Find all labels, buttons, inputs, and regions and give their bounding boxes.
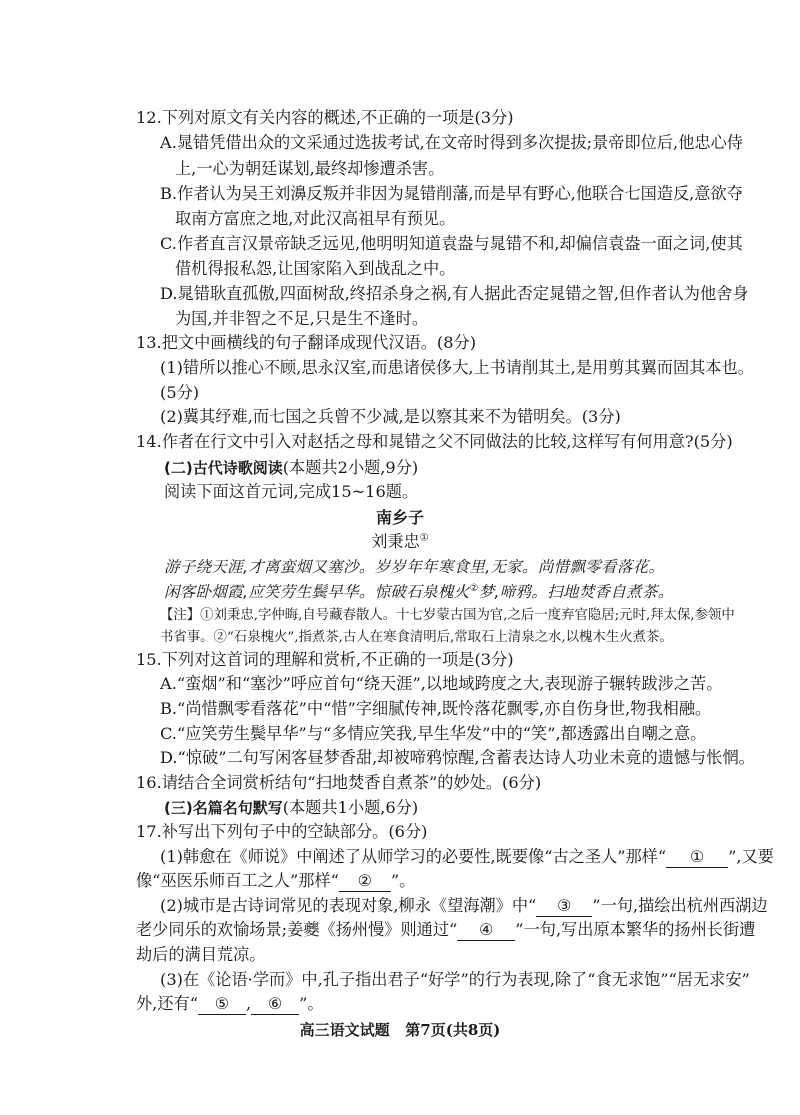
q16-stem: 16.请结合全词赏析结句“扫地焚香自煮茶”的妙处。(6分)	[136, 773, 542, 792]
q12-option-d-line1: D.晁错耿直孤傲,四面树敌,终招杀身之祸,有人据此否定晁错之智,但作者认为他舍身	[160, 284, 749, 303]
q17-blank-6[interactable]: ⑥	[251, 994, 299, 1015]
poem-line-1: 游子绕天涯,才离蛮烟又塞沙。岁岁年年寒食里,无家。尚惜飘零看落花。	[164, 558, 665, 576]
q17-item-1-line2	[136, 869, 415, 893]
q12-option-a-line2: 上,一心为朝廷谋划,最终却惨遭杀害。	[175, 159, 445, 178]
q17-item-3-text-b: 外,还有“	[136, 994, 198, 1013]
q14-stem: 14.作者在行文中引入对赵括之母和晁错之父不同做法的比较,这样写有何用意?(5分)	[136, 432, 733, 451]
q17-item-1-text-b: ”,又要	[728, 847, 774, 866]
poem-title: 南乡子	[375, 508, 424, 527]
section2-title: (二)古代诗歌阅读	[164, 459, 283, 477]
q17-blank-3[interactable]: ③	[536, 896, 592, 917]
q17-item-1-text-a: (1)韩愈在《师说》中阐述了从师学习的必要性,既要像“古之圣人”那样“	[160, 847, 667, 866]
q17-item-2-line2	[136, 918, 755, 942]
q17-item-2-line3: 劫后的满目荒凉。	[136, 945, 266, 964]
poem-line-2	[164, 580, 674, 604]
q17-blank-2[interactable]: ②	[339, 871, 391, 892]
q12-option-c-line2: 借机得报私怨,让国家陷入到战乱之中。	[175, 259, 456, 278]
q12-option-c-line1: C.作者直言汉景帝缺乏远见,他明明知道袁盎与晁错不和,却偏信袁盎一面之词,使其	[160, 234, 743, 253]
poem-author	[0, 530, 800, 554]
poem-line-2-part-b: 梦,啼鸦。扫地焚香自煮茶。	[478, 583, 674, 601]
q17-item-1-line1	[160, 845, 774, 869]
q12-option-b-line1: B.作者认为吴王刘濞反叛并非因为晁错削藩,而是早有野心,他联合七国造反,意欲夺	[160, 184, 743, 203]
q17-item-1-text-c: 像“巫医乐师百工之人”那样“	[136, 871, 339, 890]
poem-author-name: 刘秉忠	[371, 532, 420, 551]
poem-note-mark-2: ②	[469, 582, 479, 594]
section2-intro: 阅读下面这首元词,完成15~16题。	[164, 482, 419, 501]
q17-item-2-text-a: (2)城市是古诗词常见的表现对象,柳永《望海潮》中“	[160, 896, 537, 915]
q17-item-3-line1: (3)在《论语·学而》中,孔子指出君子“好学”的行为表现,除了“食无求饱”“居无求安”	[160, 970, 750, 989]
q15-option-c: C.“应笑劳生鬓早华”与“多情应笑我,早生华发”中的“笑”,都透露出自嘲之意。	[160, 724, 707, 743]
q15-option-d: D.“惊破”二句写闲客昼梦香甜,却被啼鸦惊醒,含蓄表达诗人功业未竟的遗憾与怅惘。	[160, 748, 755, 767]
q17-item-1-text-d: ”。	[390, 871, 416, 890]
poem-note-line-2: 书省事。②“石泉槐火”,指煮茶,古人在寒食清明后,常取石上清泉之水,以槐木生火煮茶。	[160, 630, 673, 645]
page-footer: 高三语文试题 第7页(共8页)	[299, 1021, 501, 1039]
poem-author-note-mark: ①	[419, 532, 429, 544]
section2-heading	[164, 456, 418, 480]
q13-sentence-2: (2)冀其纾难,而七国之兵曾不少减,是以察其来不为错明矣。(3分)	[160, 407, 621, 426]
q15-option-b: B.“尚惜飘零看落花”中“惜”字细腻传神,既怜落花飘零,亦自伤身世,物我相融。	[160, 699, 712, 718]
q12-option-b-line2: 取南方富庶之地,对此汉高祖早有预见。	[175, 209, 456, 228]
q17-item-3-line2	[136, 992, 324, 1016]
q17-stem: 17.补写出下列句子中的空缺部分。(6分)	[136, 822, 428, 841]
section3-heading	[164, 796, 418, 820]
q12-option-a-line1: A.晁错凭借出众的文采通过选拔考试,在文帝时得到多次提拔;景帝即位后,他忠心侍	[160, 133, 743, 152]
q13-stem: 13.把文中画横线的句子翻译成现代汉语。(8分)	[136, 333, 477, 352]
poem-line-2-part-a: 闲客卧烟霞,应笑劳生鬓早华。惊破石泉槐火	[164, 583, 470, 601]
q17-item-2-text-c: 老少同乐的欢愉场景;姜夔《扬州慢》则通过“	[136, 920, 458, 939]
q12-stem: 12.下列对原文有关内容的概述,不正确的一项是(3分)	[136, 108, 514, 127]
q13-sentence-1: (1)错所以推心不顾,思永汉室,而患诸侯侈大,上书请削其土,是用剪其翼而固其本也。	[160, 358, 754, 377]
q15-stem: 15.下列对这首词的理解和赏析,不正确的一项是(3分)	[136, 650, 514, 669]
q17-item-2-text-b: ”一句,描绘出杭州西湖边	[592, 896, 768, 915]
q17-blank-1[interactable]: ①	[666, 847, 728, 868]
poem-note-line-1: 【注】①刘秉忠,字仲晦,自号藏春散人。十七岁蒙古国为官,之后一度弃官隐居;元时,拜太保,参领中	[160, 608, 735, 623]
section3-note: (本题共1小题,6分)	[282, 798, 419, 817]
q13-sentence-1-score: (5分)	[160, 383, 200, 402]
q17-item-3-text-c: ,	[245, 994, 252, 1013]
q17-blank-4[interactable]: ④	[457, 920, 515, 941]
q17-item-2-text-d: ”一句,写出原本繁华的扬州长街遭	[515, 920, 756, 939]
q17-item-3-text-d: ”。	[299, 994, 324, 1013]
q15-option-a: A.“蛮烟”和“塞沙”呼应首句“绕天涯”,以地域跨度之大,表现游子辗转跋涉之苦。	[160, 674, 723, 693]
q17-blank-5[interactable]: ⑤	[198, 994, 246, 1015]
section2-note: (本题共2小题,9分)	[282, 458, 419, 477]
q17-item-2-line1	[160, 894, 768, 918]
section3-title: (三)名篇名句默写	[164, 799, 283, 817]
q12-option-d-line2: 为国,并非智之不足,只是生不逢时。	[175, 309, 429, 328]
